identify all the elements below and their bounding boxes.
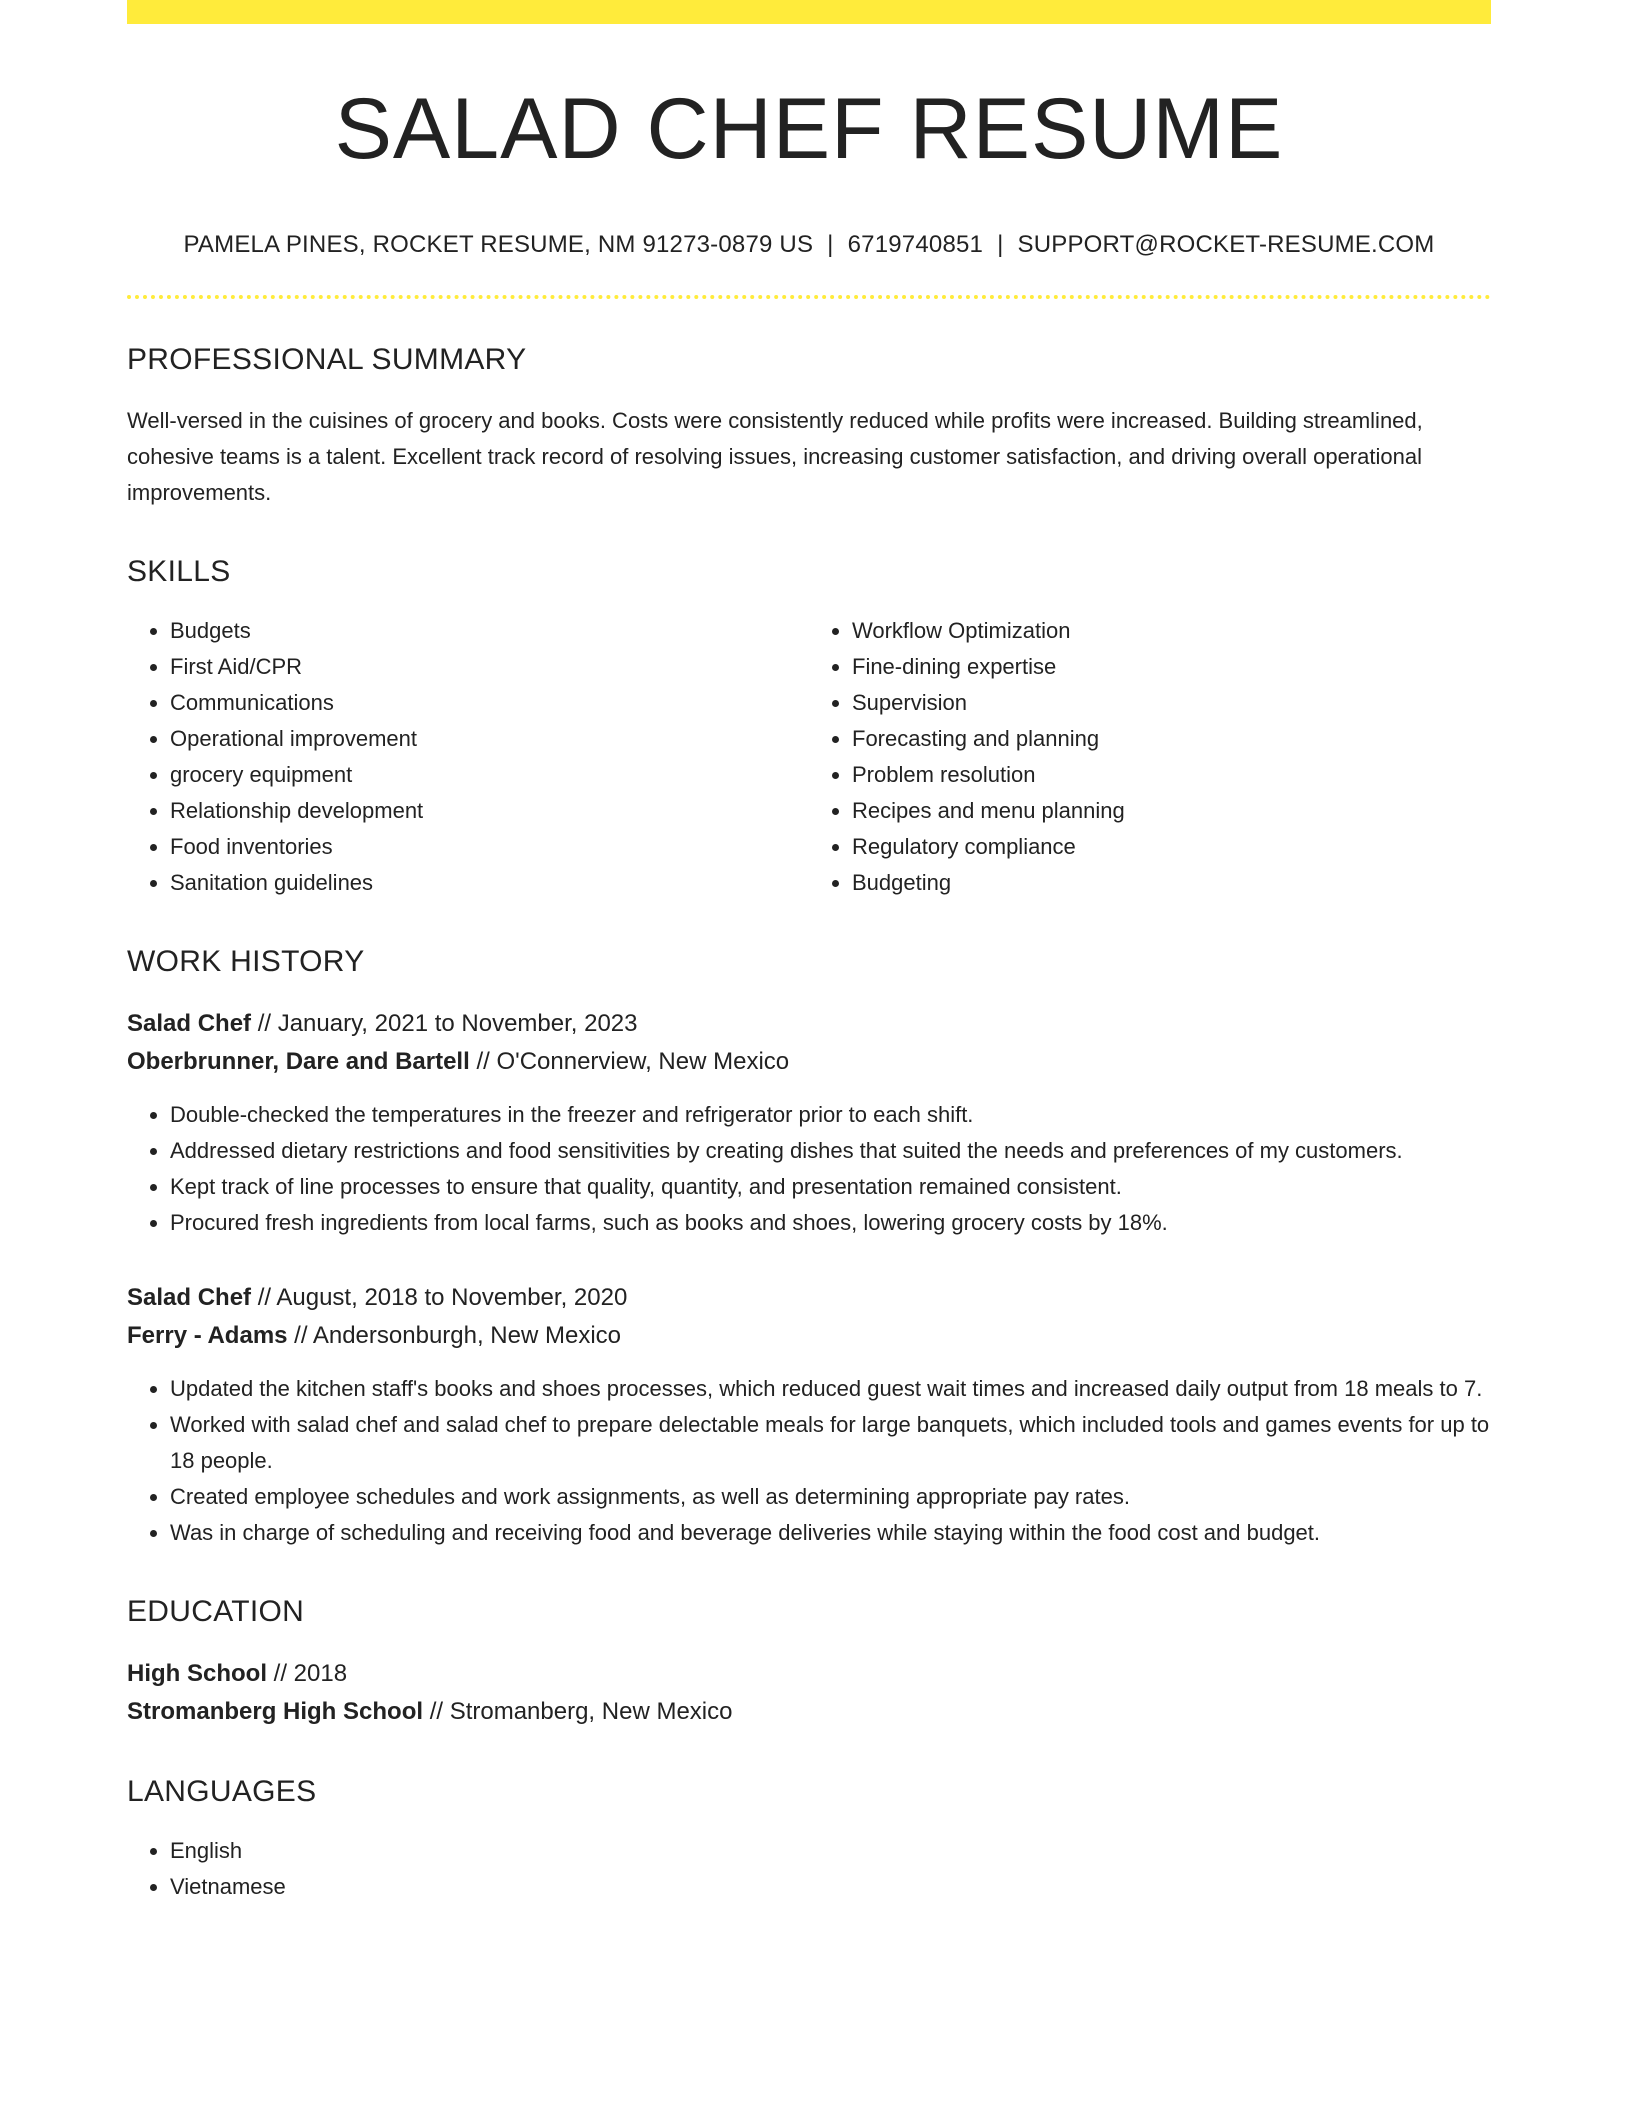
language-item: • English	[170, 1833, 1491, 1869]
dotted-divider	[127, 295, 1491, 299]
job-role-line	[127, 1005, 1491, 1043]
education-entry	[127, 1655, 1491, 1731]
accent-top-bar	[127, 0, 1491, 24]
job-company-line	[127, 1043, 1491, 1081]
skill-item: • Budgeting	[852, 865, 1491, 901]
job-role-line	[127, 1279, 1491, 1317]
skill-item: • First Aid/CPR	[170, 649, 809, 685]
job-bullet: • Created employee schedules and work assignments, as well as determining appropriate pay rates.	[170, 1479, 1491, 1515]
job-company-line	[127, 1317, 1491, 1355]
contact-address: PAMELA PINES, ROCKET RESUME, NM 91273-0879 US	[183, 230, 814, 258]
education-degree: High School	[127, 1659, 267, 1687]
education-year: // 2018	[273, 1659, 348, 1687]
section-title-summary: PROFESSIONAL SUMMARY	[127, 342, 527, 376]
summary-text: Well-versed in the cuisines of grocery and books. Costs were consistently reduced while profits were increased. Building streamlined, cohesive teams is a talent. Excellent track record of resolving issues, increasing customer satisfaction, and driving overall operational improvements.	[127, 407, 1423, 505]
education-school: Stromanberg High School	[127, 1697, 424, 1725]
job-role: Salad Chef	[127, 1009, 252, 1037]
skills-columns	[127, 613, 1491, 901]
skills-list-left	[127, 613, 809, 901]
resume-title: SALAD CHEF RESUME	[334, 81, 1284, 177]
job-role: Salad Chef	[127, 1283, 252, 1311]
education-degree-line	[127, 1655, 1491, 1693]
job-bullet: • Updated the kitchen staff's books and shoes processes, which reduced guest wait times and increased daily output from 18 meals to 7.	[170, 1371, 1491, 1407]
skill-item: • Sanitation guidelines	[170, 865, 809, 901]
job-bullets	[127, 1097, 1491, 1241]
job-bullet: • Kept track of line processes to ensure that quality, quantity, and presentation remained consistent.	[170, 1169, 1491, 1205]
languages-list	[127, 1833, 1491, 1905]
contact-line	[127, 231, 1491, 259]
section-title-languages: LANGUAGES	[127, 1774, 317, 1808]
skill-item: • Operational improvement	[170, 721, 809, 757]
job-bullets	[127, 1371, 1491, 1551]
contact-separator: |	[827, 230, 834, 258]
job-bullet: • Worked with salad chef and salad chef to prepare delectable meals for large banquets, which included tools and games events for up to 18 people.	[170, 1407, 1491, 1479]
skill-item: • Problem resolution	[852, 757, 1491, 793]
contact-email: SUPPORT@ROCKET-RESUME.COM	[1017, 230, 1435, 258]
skill-item: • Budgets	[170, 613, 809, 649]
skill-item: • Relationship development	[170, 793, 809, 829]
job-bullet: • Double-checked the temperatures in the freezer and refrigerator prior to each shift.	[170, 1097, 1491, 1133]
job-dates: // January, 2021 to November, 2023	[257, 1009, 638, 1037]
education-location: // Stromanberg, New Mexico	[429, 1697, 733, 1725]
job-bullet: • Procured fresh ingredients from local farms, such as books and shoes, lowering grocery costs by 18%.	[170, 1205, 1491, 1241]
skill-item: • Recipes and menu planning	[852, 793, 1491, 829]
skill-item: • grocery equipment	[170, 757, 809, 793]
job-entry	[127, 1005, 1491, 1241]
contact-phone: 6719740851	[847, 230, 984, 258]
skill-item: • Fine-dining expertise	[852, 649, 1491, 685]
resume-page	[127, 0, 1491, 1905]
skill-item: • Communications	[170, 685, 809, 721]
section-title-education: EDUCATION	[127, 1594, 305, 1628]
skill-item: • Food inventories	[170, 829, 809, 865]
job-location: // Andersonburgh, New Mexico	[294, 1321, 622, 1349]
contact-separator: |	[997, 230, 1004, 258]
job-dates: // August, 2018 to November, 2020	[257, 1283, 628, 1311]
section-title-skills: SKILLS	[127, 554, 231, 588]
skills-list-right	[809, 613, 1491, 901]
job-bullet: • Was in charge of scheduling and receiving food and beverage deliveries while staying within the food cost and budget.	[170, 1515, 1491, 1551]
job-location: // O'Connerview, New Mexico	[476, 1047, 790, 1075]
language-item: • Vietnamese	[170, 1869, 1491, 1905]
skill-item: • Supervision	[852, 685, 1491, 721]
job-company: Ferry - Adams	[127, 1321, 288, 1349]
job-company: Oberbrunner, Dare and Bartell	[127, 1047, 470, 1075]
job-bullet: • Addressed dietary restrictions and food sensitivities by creating dishes that suited the needs and preferences of my customers.	[170, 1133, 1491, 1169]
skill-item: • Workflow Optimization	[852, 613, 1491, 649]
section-title-work: WORK HISTORY	[127, 944, 365, 978]
education-school-line	[127, 1693, 1491, 1731]
skill-item: • Forecasting and planning	[852, 721, 1491, 757]
skill-item: • Regulatory compliance	[852, 829, 1491, 865]
job-entry	[127, 1279, 1491, 1551]
